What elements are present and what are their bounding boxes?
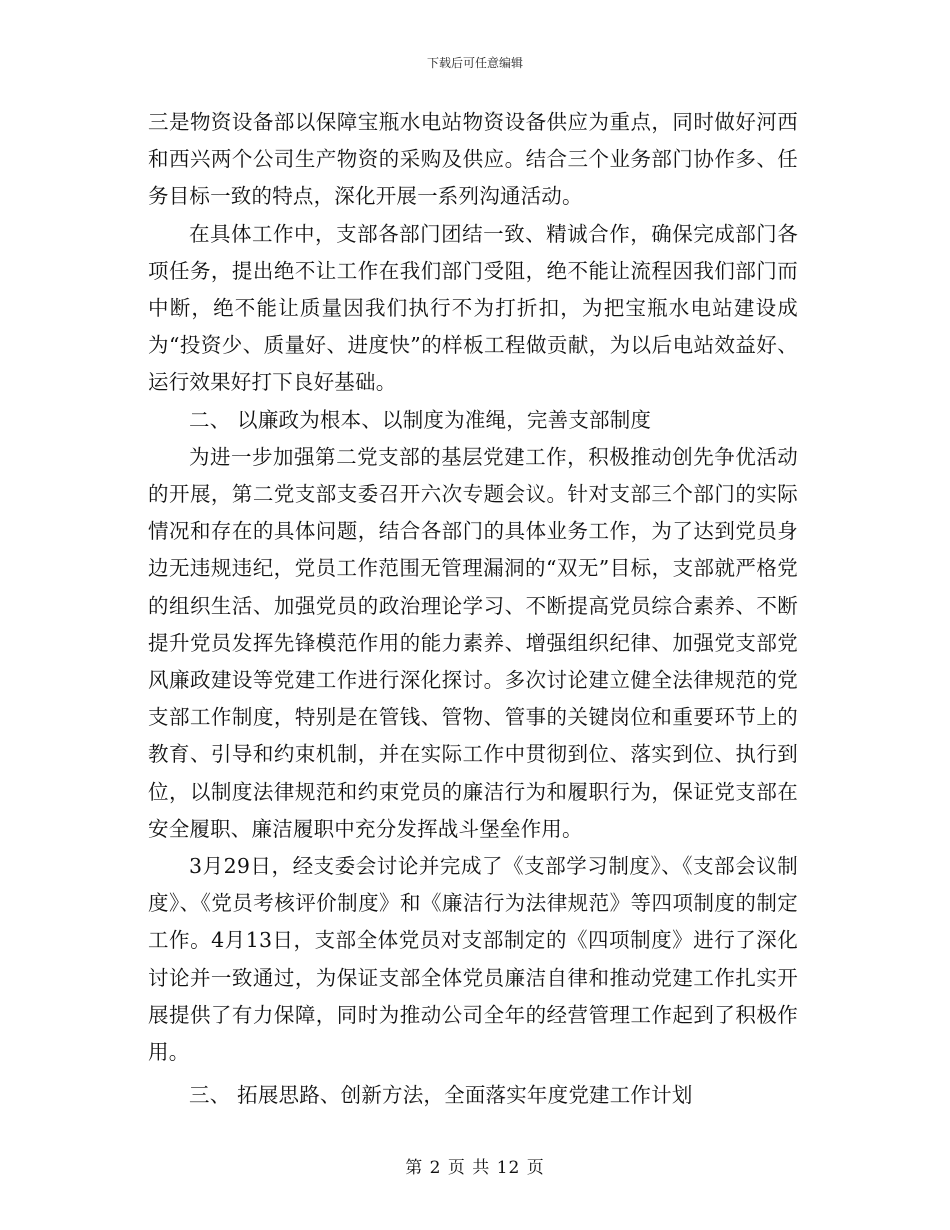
- paragraph-system-building: 为进一步加强第二党支部的基层党建工作，积极推动创先争优活动的开展，第二党支部支委召开六次专题会议。针对支部三个部门的实际情况和存在的具体问题，结合各部门的具体业务工作，为了达到党员身边无违规违纪，党员工作范围无管理漏洞的“双无”目标，支部就严格党的组织生活、加强党员的政治理论学习、不断提高党员综合素养、不断提升党员发挥先锋模范作用的能力素养、增强组织纪律、加强党支部党风廉政建设等党建工作进行深化探讨。多次讨论建立健全法律规范的党支部工作制度，特别是在管钱、管物、管事的关键岗位和重要环节上的教育、引导和约束机制，并在实际工作中贯彻到位、落实到位、执行到位，以制度法律规范和约束党员的廉洁行为和履职行为，保证党支部在安全履职、廉洁履职中充分发挥战斗堡垒作用。: [148, 444, 798, 841]
- page-header: 下载后可任意编辑: [426, 56, 523, 70]
- section-heading-2: 二、 以廉政为根本、以制度为准绳，完善支部制度: [189, 407, 652, 432]
- page-footer: 第 2 页 共 12 页: [405, 1158, 545, 1178]
- document-body: [148, 104, 798, 1114]
- section-heading-3: 三、 拓展思路、创新方法，全面落实年度党建工作计划: [189, 1083, 693, 1108]
- paragraph-work-details: 在具体工作中，支部各部门团结一致、精诚合作，确保完成部门各项任务，提出绝不让工作在我们部门受阻，绝不能让流程因我们部门而中断，绝不能让质量因我们执行不为打折扣，为把宝瓶水电站建设成为“投资少、质量好、进度快”的样板工程做贡献，为以后电站效益好、运行效果好打下良好基础。: [148, 221, 798, 395]
- paragraph-continuation: 三是物资设备部以保障宝瓶水电站物资设备供应为重点，同时做好河西和西兴两个公司生产物资的采购及供应。结合三个业务部门协作多、任务目标一致的特点，深化开展一系列沟通活动。: [148, 110, 798, 209]
- paragraph-rules-adoption: 3月29日，经支委会讨论并完成了《支部学习制度》、《支部会议制度》、《党员考核评价制度》和《廉洁行为法律规范》等四项制度的制定工作。4月13日，支部全体党员对支部制定的《四项制度》进行了深化讨论并一致通过，为保证支部全体党员廉洁自律和推动党建工作扎实开展提供了有力保障，同时为推动公司全年的经营管理工作起到了积极作用。: [148, 854, 798, 1065]
